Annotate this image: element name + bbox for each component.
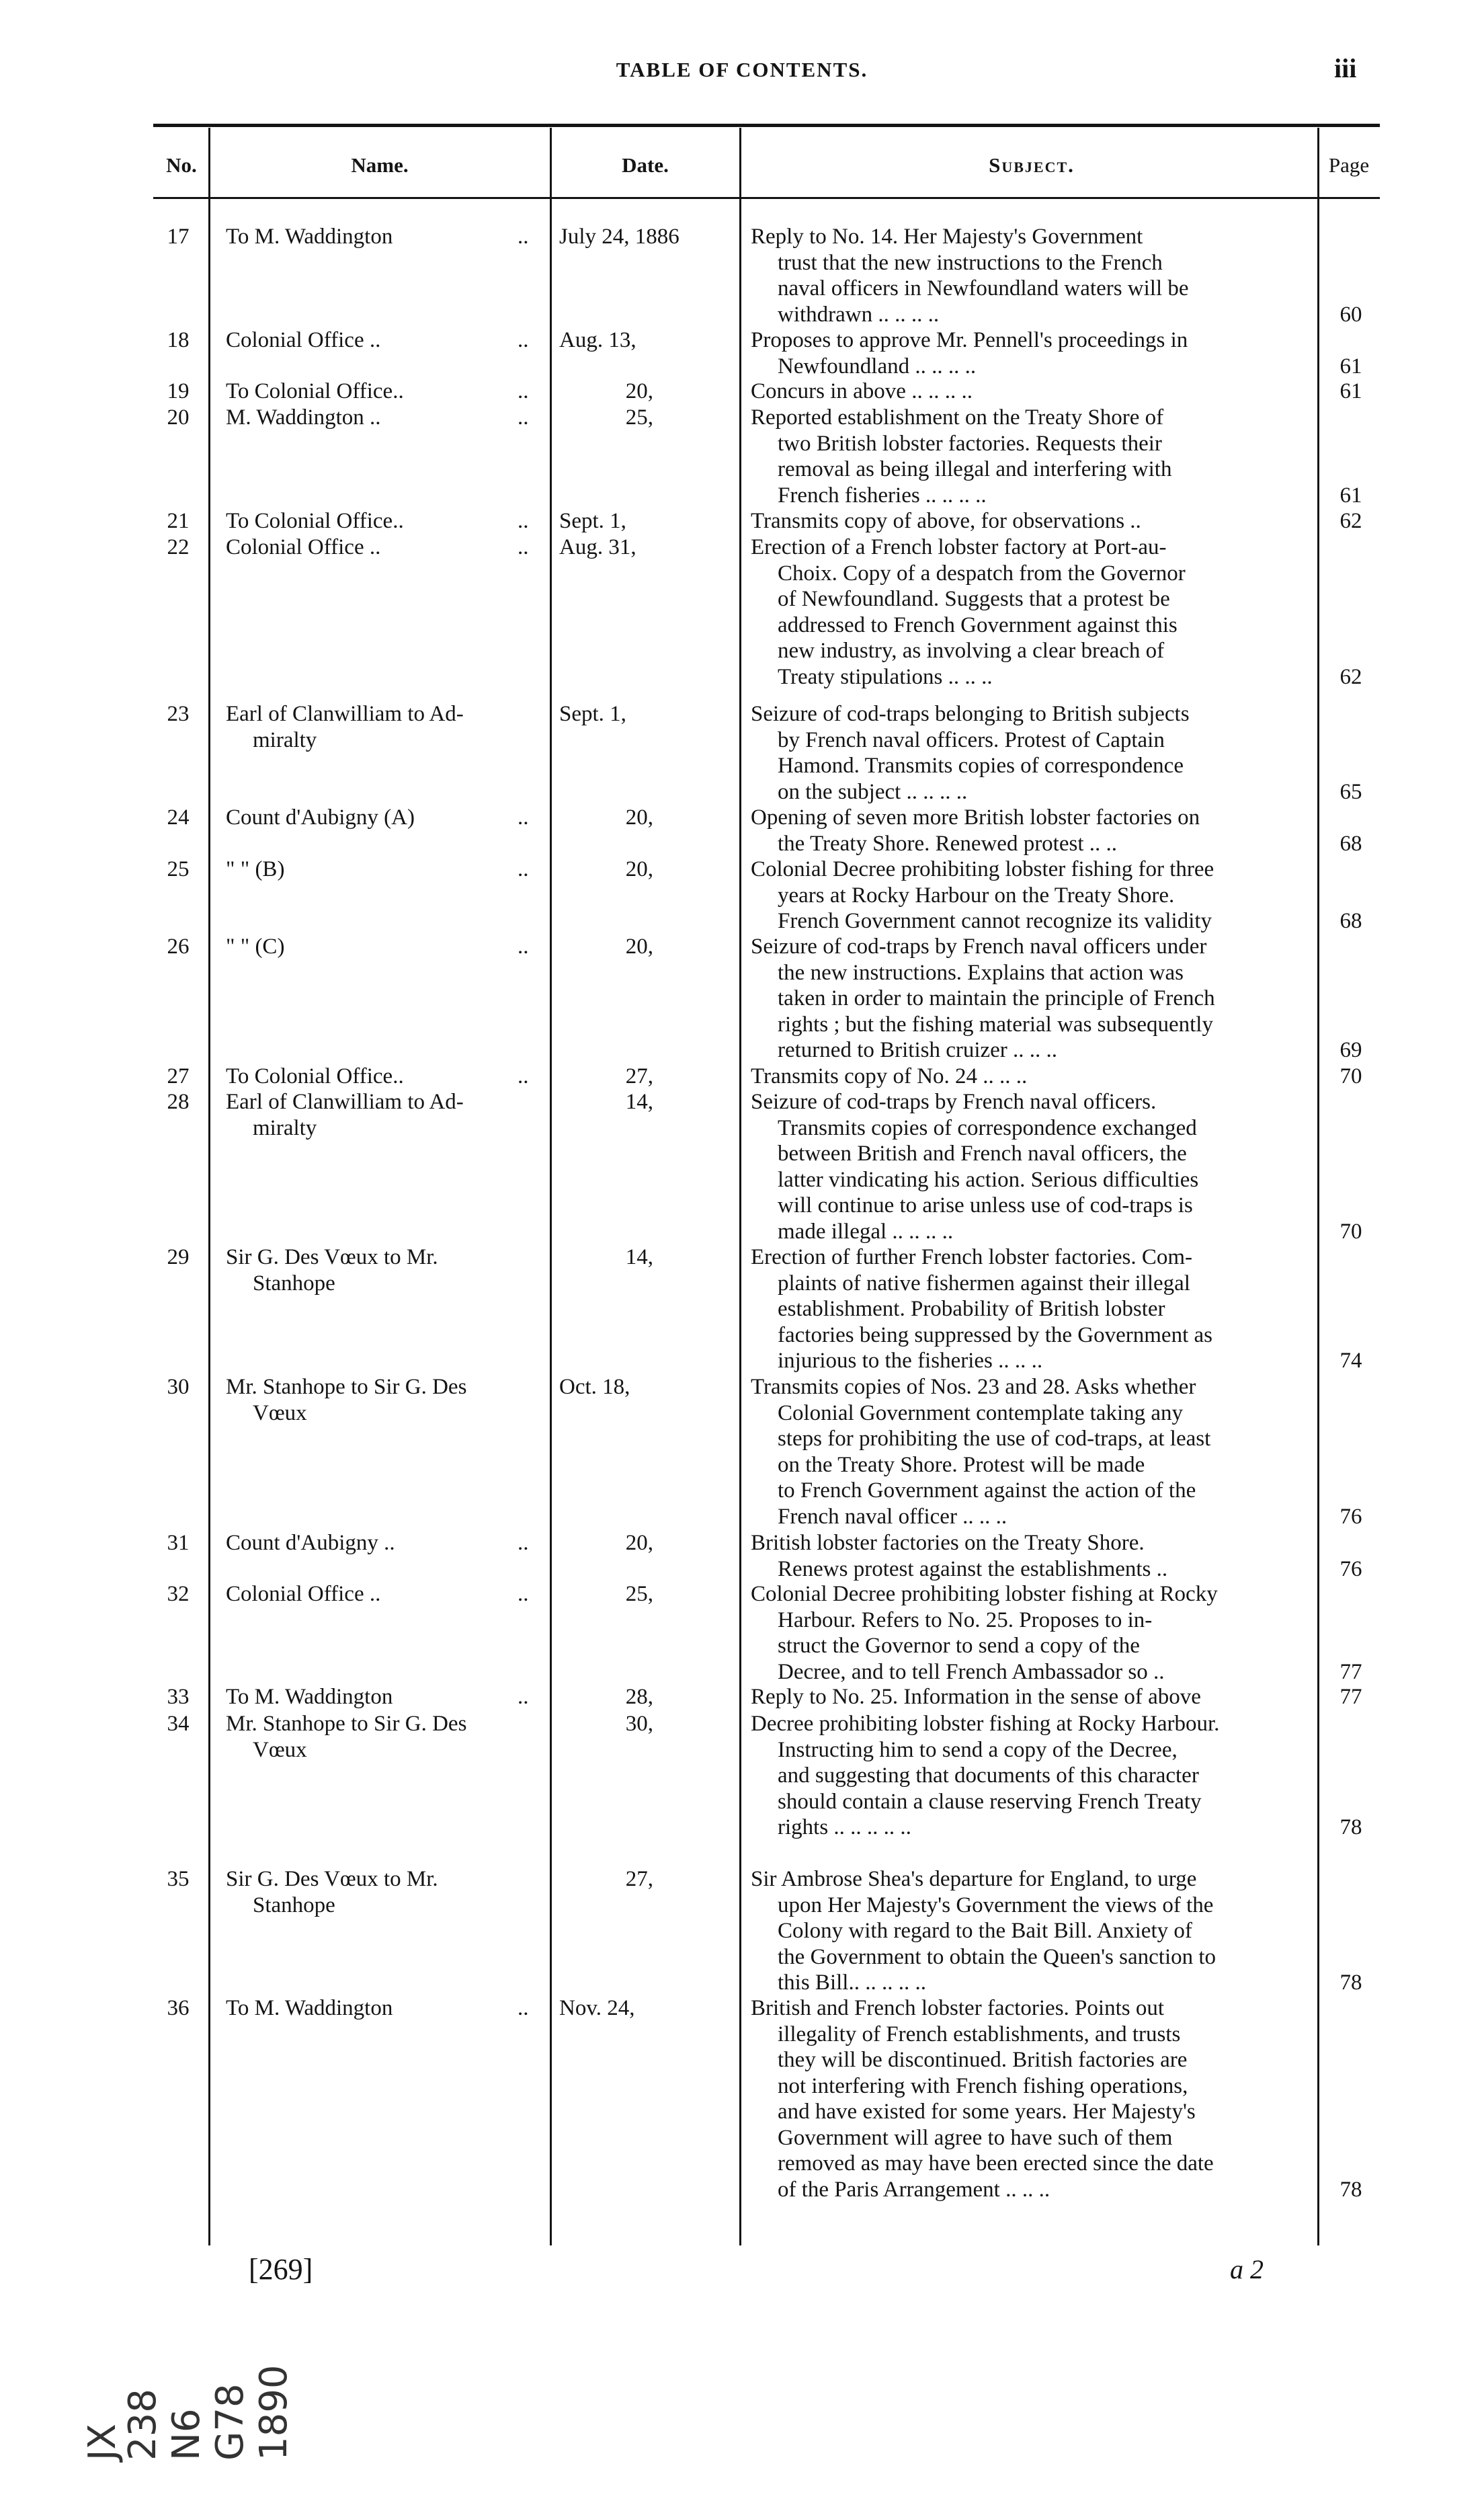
- entry-number: 35: [167, 1867, 190, 1891]
- entry-subject: [751, 379, 1312, 405]
- entry-subject-line: injurious to the fisheries .. .. ..: [778, 1349, 1043, 1373]
- entry-number: 18: [167, 328, 190, 352]
- entry-subject: [751, 1244, 1312, 1374]
- stamp-line: G78: [208, 2383, 252, 2461]
- entry-name: To M. Waddington: [226, 1685, 393, 1709]
- entry-date: 25,: [625, 405, 653, 430]
- entry-name: M. Waddington ..: [226, 405, 381, 430]
- entry-number: 36: [167, 1996, 190, 2020]
- entry-name: Earl of Clanwilliam to Ad- miralty: [226, 702, 464, 752]
- entry-date: 20,: [625, 379, 653, 403]
- entry-subject: [751, 1711, 1312, 1841]
- entry-name-leader-dots: ..: [518, 1531, 529, 1555]
- entry-name-leader-dots: ..: [518, 1582, 529, 1606]
- entry-subject-line: the Treaty Shore. Renewed protest .. ..: [778, 831, 1118, 856]
- entry-subject-line: removed as may have been erected since the date: [778, 2151, 1214, 2176]
- entry-subject-line: Transmits copies of correspondence exchanged: [778, 1115, 1197, 1140]
- entry-date: Oct. 18,: [559, 1375, 630, 1399]
- entry-subject-line: Seizure of cod-traps by French naval officers under: [751, 934, 1207, 959]
- entry-date: 25,: [625, 1582, 653, 1606]
- entry-subject-line: Decree prohibiting lobster fishing at Rocky Harbour.: [751, 1712, 1220, 1736]
- entry-subject-line: on the Treaty Shore. Protest will be made: [778, 1452, 1145, 1477]
- entry-page: 68: [1339, 909, 1362, 933]
- entry-subject-line: steps for prohibiting the use of cod-traps, at least: [778, 1427, 1211, 1451]
- header-rule-top: [153, 124, 1380, 127]
- entry-subject-line: Seizure of cod-traps by French naval officers.: [751, 1090, 1157, 1114]
- entry-date: July 24, 1886: [559, 225, 679, 249]
- entry-page: 62: [1339, 509, 1362, 533]
- entry-date: 14,: [625, 1090, 653, 1114]
- entry-subject-line: removal as being illegal and interfering with: [778, 457, 1172, 481]
- entry-page: 62: [1339, 664, 1362, 689]
- column-divider-date: [739, 128, 741, 2245]
- entry-page: 78: [1339, 2177, 1362, 2202]
- entry-page: 60: [1339, 302, 1362, 327]
- entry-page: 70: [1339, 1219, 1362, 1244]
- entry-subject-line: Instructing him to send a copy of the Decree,: [778, 1737, 1178, 1762]
- entry-subject-line: returned to British cruizer .. .. ..: [778, 1038, 1058, 1062]
- entry-number: 34: [167, 1712, 190, 1736]
- entry-subject-line: Reported establishment on the Treaty Shore of: [751, 405, 1164, 430]
- entry-number: 22: [167, 535, 190, 559]
- entry-subject-line: British lobster factories on the Treaty Shore.: [751, 1531, 1145, 1555]
- entry-subject-line: establishment. Probability of British lobster: [778, 1297, 1165, 1321]
- entry-name-leader-dots: ..: [518, 405, 529, 430]
- column-header-date: Date.: [622, 153, 669, 177]
- entry-number: 29: [167, 1245, 190, 1269]
- entry-name: " " (C): [226, 934, 285, 959]
- entry-subject-line: new industry, as involving a clear breach of: [778, 639, 1165, 663]
- entry-name: Sir G. Des Vœux to Mr. Stanhope: [226, 1867, 438, 1917]
- entry-name-leader-dots: ..: [518, 328, 529, 352]
- entry-name-leader-dots: ..: [518, 857, 529, 881]
- entry-number: 33: [167, 1685, 190, 1709]
- entry-page: 68: [1339, 831, 1362, 856]
- entry-subject-line: Renews protest against the establishments ..: [778, 1556, 1168, 1581]
- entry-subject-line: and suggesting that documents of this character: [778, 1763, 1199, 1788]
- entry-subject-line: between British and French naval officers, the: [778, 1142, 1187, 1166]
- entry-subject-line: not interfering with French fishing operations,: [778, 2073, 1188, 2098]
- entry-date: Sept. 1,: [559, 509, 626, 533]
- entry-subject-line: Decree, and to tell French Ambassador so ..: [778, 1659, 1165, 1684]
- entry-subject-line: rights ; but the fishing material was subsequently: [778, 1012, 1213, 1037]
- column-divider-subject: [1317, 128, 1319, 2245]
- entry-number: 30: [167, 1375, 190, 1399]
- entry-subject-line: will continue to arise unless use of cod-traps is: [778, 1193, 1193, 1218]
- entry-number: 28: [167, 1090, 190, 1114]
- entry-subject-line: Transmits copy of No. 24 .. .. ..: [751, 1064, 1028, 1088]
- entry-name: " " (B): [226, 857, 285, 881]
- signature-mark: [269]: [249, 2253, 313, 2286]
- entry-name-leader-dots: ..: [518, 535, 529, 559]
- entry-subject: [751, 934, 1312, 1064]
- entry-name: Mr. Stanhope to Sir G. Des Vœux: [226, 1375, 467, 1425]
- entry-subject-line: on the subject .. .. .. ..: [778, 779, 968, 804]
- entry-subject-line: should contain a clause reserving French Treaty: [778, 1789, 1202, 1814]
- page-header-title: TABLE OF CONTENTS.: [616, 58, 868, 81]
- header-rule-bottom: [153, 197, 1380, 199]
- entry-subject: [751, 534, 1312, 690]
- stamp-line: JX: [81, 2424, 124, 2461]
- entry-date: 27,: [625, 1064, 653, 1088]
- entry-subject: [751, 1089, 1312, 1244]
- entry-name: Mr. Stanhope to Sir G. Des Vœux: [226, 1712, 467, 1762]
- entry-subject-line: naval officers in Newfoundland waters will be: [778, 276, 1189, 301]
- page-number: iii: [1334, 53, 1357, 83]
- column-header-page: Page: [1328, 153, 1370, 177]
- entry-subject: [751, 1530, 1312, 1582]
- entry-subject-line: made illegal .. .. .. ..: [778, 1219, 954, 1244]
- column-divider-no: [208, 128, 210, 2245]
- entry-name: Colonial Office ..: [226, 328, 381, 352]
- entry-name: Count d'Aubigny (A): [226, 805, 415, 830]
- entry-subject-line: Colonial Decree prohibiting lobster fishing at Rocky: [751, 1582, 1218, 1606]
- entry-subject-line: French naval officer .. .. ..: [778, 1504, 1007, 1529]
- entry-number: 26: [167, 934, 190, 959]
- entry-name-leader-dots: ..: [518, 1685, 529, 1709]
- entry-subject-line: Seizure of cod-traps belonging to British subjects: [751, 702, 1190, 726]
- entry-number: 25: [167, 857, 190, 881]
- entry-subject-line: Erection of further French lobster factories. Com-: [751, 1245, 1193, 1269]
- entry-subject: [751, 701, 1312, 805]
- entry-name: To Colonial Office..: [226, 379, 404, 403]
- entry-name: Colonial Office ..: [226, 535, 381, 559]
- entry-subject-line: Treaty stipulations .. .. ..: [778, 664, 993, 689]
- entry-page: 74: [1339, 1349, 1362, 1373]
- entry-subject: [751, 508, 1312, 534]
- entry-subject-line: taken in order to maintain the principle of French: [778, 986, 1215, 1010]
- entry-date: 20,: [625, 857, 653, 881]
- sheet-signature: a 2: [1230, 2254, 1264, 2284]
- entry-name: Earl of Clanwilliam to Ad- miralty: [226, 1090, 464, 1140]
- entry-name: To Colonial Office..: [226, 509, 404, 533]
- entry-number: 23: [167, 702, 190, 726]
- entry-date: 14,: [625, 1245, 653, 1269]
- stamp-line: N6: [165, 2408, 208, 2461]
- entry-subject-line: Concurs in above .. .. .. ..: [751, 379, 973, 403]
- entry-page: 61: [1339, 379, 1362, 403]
- entry-name-leader-dots: ..: [518, 1064, 529, 1088]
- entry-date: 20,: [625, 934, 653, 959]
- entry-subject-line: struct the Governor to send a copy of the: [778, 1634, 1140, 1658]
- entry-name-leader-dots: ..: [518, 1996, 529, 2020]
- entry-date: 27,: [625, 1867, 653, 1891]
- entry-name: To M. Waddington: [226, 1996, 393, 2020]
- entry-date: 28,: [625, 1685, 653, 1709]
- entry-subject-line: plaints of native fishermen against their illegal: [778, 1271, 1190, 1296]
- entry-subject-line: the new instructions. Explains that action was: [778, 960, 1184, 985]
- entry-name: Sir G. Des Vœux to Mr. Stanhope: [226, 1245, 438, 1296]
- entry-subject-line: British and French lobster factories. Points out: [751, 1996, 1164, 2020]
- entry-subject: [751, 1684, 1312, 1710]
- entry-subject: [751, 1995, 1312, 2202]
- entry-subject-line: withdrawn .. .. .. ..: [778, 302, 940, 327]
- entry-date: Sept. 1,: [559, 702, 626, 726]
- entry-subject-line: years at Rocky Harbour on the Treaty Shore.: [778, 883, 1175, 908]
- entry-subject-line: Government will agree to have such of them: [778, 2125, 1173, 2150]
- entry-number: 24: [167, 805, 190, 830]
- entry-subject-line: Opening of seven more British lobster factories on: [751, 805, 1200, 830]
- entry-subject-line: and have existed for some years. Her Majesty's: [778, 2100, 1196, 2124]
- entry-page: 76: [1339, 1504, 1362, 1529]
- entry-page: 61: [1339, 483, 1362, 508]
- entry-date: 30,: [625, 1712, 653, 1736]
- entry-page: 69: [1339, 1038, 1362, 1062]
- entry-subject-line: upon Her Majesty's Government the views of the: [778, 1893, 1214, 1917]
- entry-name-leader-dots: ..: [518, 379, 529, 403]
- entry-subject-line: Reply to No. 25. Information in the sense of above: [751, 1685, 1201, 1709]
- entry-subject-line: latter vindicating his action. Serious difficulties: [778, 1167, 1199, 1192]
- entry-subject: [751, 405, 1312, 508]
- entry-page: 76: [1339, 1556, 1362, 1581]
- entry-page: 70: [1339, 1064, 1362, 1088]
- entry-date: Aug. 13,: [559, 328, 636, 352]
- entry-subject-line: of Newfoundland. Suggests that a protest be: [778, 587, 1170, 611]
- entry-page: 78: [1339, 1815, 1362, 1839]
- entry-date: 20,: [625, 805, 653, 830]
- entry-number: 20: [167, 405, 190, 430]
- stamp-line: 1890: [252, 2364, 296, 2461]
- entry-page: 61: [1339, 354, 1362, 379]
- entry-subject: [751, 1064, 1312, 1090]
- entry-number: 19: [167, 379, 190, 403]
- entry-subject-line: Hamond. Transmits copies of correspondence: [778, 754, 1184, 778]
- entry-name: To Colonial Office..: [226, 1064, 404, 1088]
- entry-name-leader-dots: ..: [518, 509, 529, 533]
- entry-subject-line: of the Paris Arrangement .. .. ..: [778, 2177, 1050, 2202]
- entry-subject-line: addressed to French Government against this: [778, 612, 1178, 637]
- entry-subject-line: Colony with regard to the Bait Bill. Anxiety of: [778, 1919, 1192, 1943]
- entry-number: 31: [167, 1531, 190, 1555]
- entry-subject-line: to French Government against the action of the: [778, 1478, 1196, 1503]
- entry-name: Count d'Aubigny ..: [226, 1531, 395, 1555]
- entry-subject-line: Erection of a French lobster factory at Port-au-: [751, 535, 1167, 559]
- entry-subject-line: French fisheries .. .. .. ..: [778, 483, 987, 508]
- column-header-name: Name.: [351, 153, 409, 177]
- entry-name: To M. Waddington: [226, 225, 393, 249]
- entry-date: Nov. 24,: [559, 1996, 635, 2020]
- entry-subject: [751, 224, 1312, 327]
- entry-subject-line: Newfoundland .. .. .. ..: [778, 354, 977, 379]
- entry-subject: [751, 1866, 1312, 1996]
- entry-number: 17: [167, 225, 190, 249]
- entry-number: 27: [167, 1064, 190, 1088]
- entry-subject-line: Transmits copies of Nos. 23 and 28. Asks whether: [751, 1375, 1196, 1399]
- entry-name-leader-dots: ..: [518, 225, 529, 249]
- entry-name-leader-dots: ..: [518, 934, 529, 959]
- entry-subject: [751, 327, 1312, 379]
- stamp-line: 238: [121, 2389, 165, 2461]
- entry-page: 65: [1339, 779, 1362, 804]
- entry-subject-line: Transmits copy of above, for observations ..: [751, 509, 1141, 533]
- entry-subject-line: trust that the new instructions to the French: [778, 250, 1163, 275]
- entry-subject: [751, 857, 1312, 934]
- entry-subject-line: Colonial Government contemplate taking any: [778, 1400, 1184, 1425]
- entry-subject-line: Choix. Copy of a despatch from the Governor: [778, 561, 1186, 586]
- entry-subject-line: French Government cannot recognize its validity: [778, 909, 1212, 933]
- entry-subject-line: by French naval officers. Protest of Captain: [778, 727, 1165, 752]
- entry-subject-line: factories being suppressed by the Government as: [778, 1322, 1212, 1347]
- entry-subject: [751, 805, 1312, 857]
- entry-subject-line: Sir Ambrose Shea's departure for England, to urge: [751, 1867, 1197, 1891]
- entry-page: 78: [1339, 1970, 1362, 1995]
- entry-subject-line: Colonial Decree prohibiting lobster fishing for three: [751, 857, 1214, 881]
- entry-subject-line: rights .. .. .. .. ..: [778, 1815, 911, 1839]
- entry-number: 21: [167, 509, 190, 533]
- column-header-subject: Subject.: [989, 153, 1075, 177]
- entry-subject: [751, 1581, 1312, 1685]
- entry-subject-line: the Government to obtain the Queen's sanction to: [778, 1944, 1217, 1969]
- entry-subject-line: illegality of French establishments, and trusts: [778, 2022, 1181, 2046]
- column-header-no: No.: [166, 153, 197, 177]
- entry-subject-line: Harbour. Refers to No. 25. Proposes to in-: [778, 1607, 1153, 1632]
- entry-date: Aug. 31,: [559, 535, 636, 559]
- entry-name-leader-dots: ..: [518, 805, 529, 830]
- entry-date: 20,: [625, 1531, 653, 1555]
- entry-name: Colonial Office ..: [226, 1582, 381, 1606]
- entry-subject-line: this Bill.. .. .. .. ..: [778, 1970, 926, 1995]
- entry-subject-line: Reply to No. 14. Her Majesty's Government: [751, 225, 1143, 249]
- entry-subject-line: they will be discontinued. British factories are: [778, 2048, 1188, 2072]
- column-divider-name: [550, 128, 552, 2245]
- entry-number: 32: [167, 1582, 190, 1606]
- entry-page: 77: [1339, 1685, 1362, 1709]
- entry-subject-line: Proposes to approve Mr. Pennell's proceedings in: [751, 328, 1188, 352]
- entry-page: 77: [1339, 1659, 1362, 1684]
- entry-subject: [751, 1374, 1312, 1529]
- entry-subject-line: two British lobster factories. Requests their: [778, 431, 1162, 456]
